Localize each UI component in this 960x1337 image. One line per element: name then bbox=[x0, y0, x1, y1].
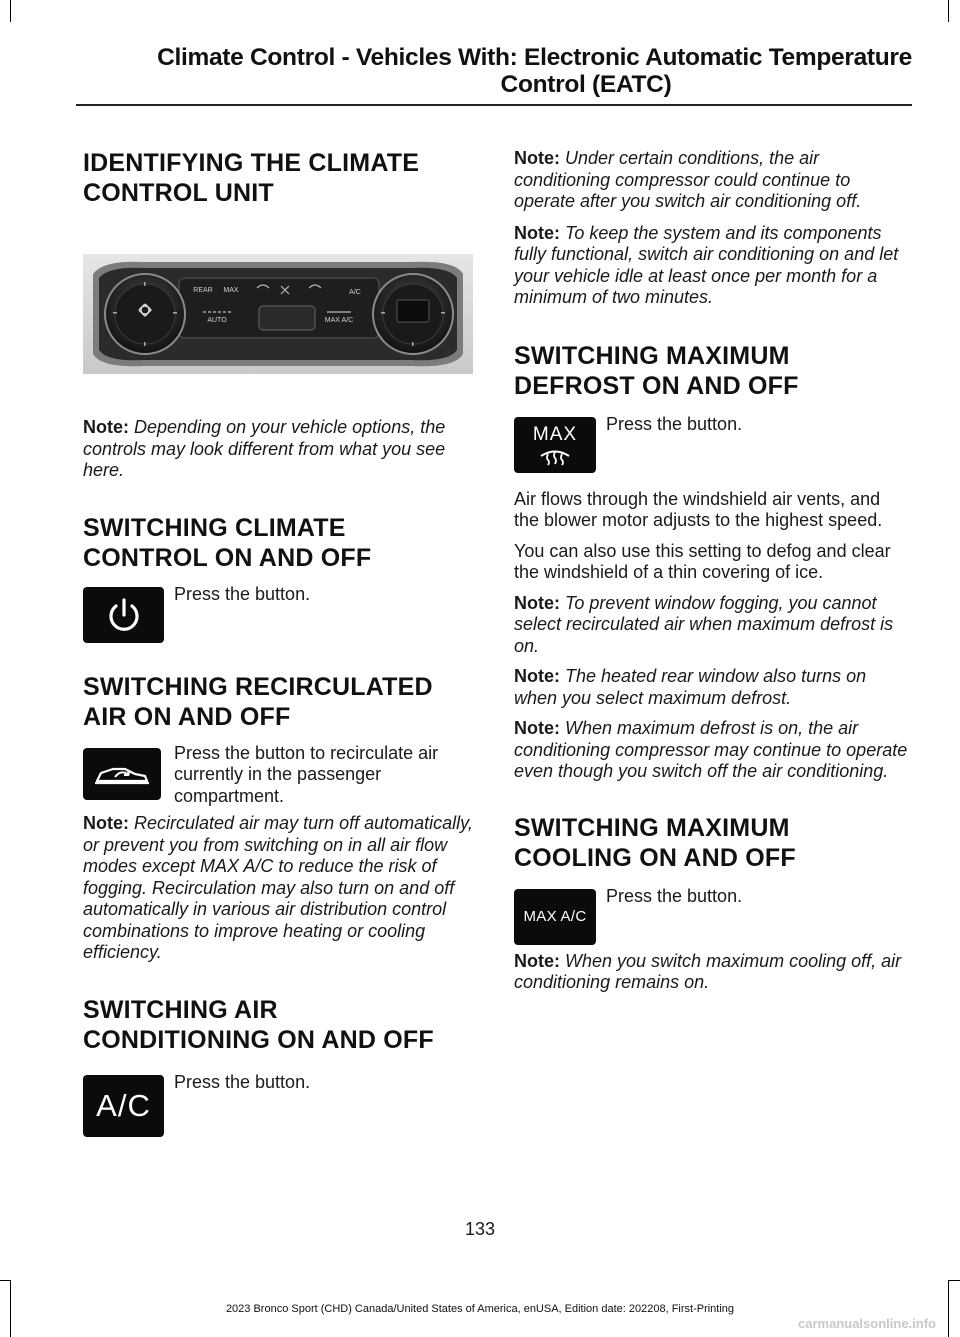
ac-text: Press the button. bbox=[174, 1071, 311, 1092]
max-defrost-icon-label: MAX bbox=[532, 424, 578, 445]
identify-note-label: Note: bbox=[83, 417, 129, 437]
max-cooling-heading-line2: COOLING ON AND OFF bbox=[514, 843, 796, 872]
max-cooling-note bbox=[514, 951, 910, 994]
max-defrost-note-2-label: Note: bbox=[514, 666, 560, 686]
max-defrost-note-1-label: Note: bbox=[514, 592, 560, 613]
panel-label-max: MAX bbox=[223, 287, 239, 294]
right-note-2-label: Note: bbox=[514, 222, 560, 243]
panel-label-max-ac: MAX A/C bbox=[324, 317, 354, 324]
crop-mark-bottom-right-h bbox=[948, 1280, 960, 1281]
right-note-2-text: To keep the system and its components fully functional, switch air conditioning on and let your vehicle idle at least once per month for a minimum of two minutes. bbox=[514, 222, 899, 307]
max-cooling-note-label: Note: bbox=[514, 950, 560, 971]
climate-onoff-heading-line2: CONTROL ON AND OFF bbox=[83, 543, 372, 572]
identify-heading bbox=[83, 148, 475, 208]
crop-mark-bottom-left-h bbox=[0, 1280, 10, 1281]
header-title-line2: Control (EATC) bbox=[500, 71, 672, 98]
page-number: 133 bbox=[464, 1219, 496, 1239]
climate-onoff-heading-line1: SWITCHING CLIMATE bbox=[83, 513, 346, 542]
recirculation-button-icon bbox=[83, 748, 161, 800]
climate-control-panel-illustration bbox=[83, 254, 473, 374]
max-defrost-note-2-text: The heated rear window also turns on when you select maximum defrost. bbox=[514, 666, 867, 708]
panel-label-ac: A/C bbox=[349, 289, 361, 296]
defrost-icon bbox=[538, 444, 572, 466]
max-defrost-para-2: You can also use this setting to defog and clear the windshield of a thin covering of ice. bbox=[514, 540, 891, 582]
recirculation-car-icon bbox=[91, 757, 153, 791]
right-note-1-label: Note: bbox=[514, 148, 560, 168]
max-cooling-heading-line1: SWITCHING MAXIMUM bbox=[514, 813, 790, 842]
max-defrost-heading-line1: SWITCHING MAXIMUM bbox=[514, 341, 790, 370]
max-defrost-note-2 bbox=[514, 666, 910, 709]
max-defrost-text: Press the button. bbox=[606, 413, 743, 434]
climate-onoff-row bbox=[83, 583, 475, 643]
ac-heading bbox=[83, 995, 475, 1055]
max-defrost-row bbox=[514, 413, 910, 473]
recirc-note-text: Recirculated air may turn off automatically, or prevent you from switching on in all air flow modes except MAX A/C to reduce the risk of fogging. Recirculation may also turn on and off automatically in various air distribution control combinations to improve heating or cooling efficiency. bbox=[83, 813, 473, 962]
recirc-heading bbox=[83, 672, 475, 732]
identify-heading-line2: CONTROL UNIT bbox=[83, 179, 274, 207]
recirc-heading-line1: SWITCHING RECIRCULATED bbox=[83, 672, 433, 701]
max-cooling-note-text: When you switch maximum cooling off, air conditioning remains on. bbox=[514, 950, 902, 992]
identify-note bbox=[83, 417, 475, 482]
max-defrost-note-1-text: To prevent window fogging, you cannot select recirculated air when maximum defrost is on. bbox=[514, 592, 894, 656]
max-defrost-note-3-label: Note: bbox=[514, 718, 560, 738]
ac-button-icon bbox=[83, 1075, 164, 1137]
ac-icon-label: A/C bbox=[96, 1087, 151, 1123]
right-column bbox=[514, 148, 910, 994]
max-defrost-note-3-text: When maximum defrost is on, the air conditioning compressor may continue to operate even though you switch off the air conditioning. bbox=[514, 718, 908, 781]
watermark: carmanualsonline.info bbox=[798, 1316, 936, 1331]
ac-heading-line2: CONDITIONING ON AND OFF bbox=[83, 1025, 434, 1054]
header-title-line1: Climate Control - Vehicles With: Electronic Automatic Temperature bbox=[157, 44, 912, 71]
right-note-1-text: Under certain conditions, the air conditioning compressor could continue to operate after you switch air conditioning off. bbox=[514, 148, 862, 211]
max-defrost-note-1 bbox=[514, 593, 910, 658]
crop-mark-top-left bbox=[10, 0, 11, 22]
recirc-row bbox=[83, 742, 475, 808]
right-note-1 bbox=[514, 148, 910, 213]
power-icon bbox=[104, 595, 144, 635]
panel-label-auto: AUTO bbox=[207, 317, 227, 324]
left-column bbox=[83, 120, 475, 1137]
max-ac-button-icon bbox=[514, 889, 596, 945]
recirc-note bbox=[83, 813, 475, 964]
identify-heading-line1: IDENTIFYING THE CLIMATE bbox=[83, 149, 420, 177]
recirc-note-label: Note: bbox=[83, 813, 129, 833]
max-defrost-para-1: Air flows through the windshield air vents, and the blower motor adjusts to the highest speed. bbox=[514, 488, 883, 530]
edition-info: 2023 Bronco Sport (CHD) Canada/United States of America, enUSA, Edition date: 202208, First-Printing bbox=[225, 1303, 735, 1315]
max-defrost-heading-line2: DEFROST ON AND OFF bbox=[514, 371, 799, 400]
max-ac-icon-label: MAX A/C bbox=[523, 908, 587, 925]
recirc-text: Press the button to recirculate air currently in the passenger compartment. bbox=[174, 742, 439, 806]
max-cooling-row bbox=[514, 885, 910, 945]
power-button-icon bbox=[83, 587, 164, 643]
ac-heading-line1: SWITCHING AIR bbox=[83, 995, 278, 1024]
max-defrost-note-3 bbox=[514, 718, 910, 783]
header-rule bbox=[76, 104, 912, 106]
identify-note-text: Depending on your vehicle options, the controls may look different from what you see here. bbox=[83, 417, 446, 480]
climate-onoff-heading bbox=[83, 513, 475, 573]
ac-row bbox=[83, 1071, 475, 1137]
crop-mark-top-right bbox=[948, 0, 949, 22]
climate-onoff-text: Press the button. bbox=[174, 583, 311, 604]
page-header bbox=[0, 44, 912, 98]
max-defrost-button-icon bbox=[514, 417, 596, 473]
max-cooling-heading bbox=[514, 813, 910, 873]
max-cooling-text: Press the button. bbox=[606, 885, 743, 906]
panel-label-rear: REAR bbox=[193, 287, 213, 294]
recirc-heading-line2: AIR ON AND OFF bbox=[83, 702, 291, 731]
max-defrost-heading bbox=[514, 341, 910, 401]
right-note-2 bbox=[514, 223, 910, 309]
